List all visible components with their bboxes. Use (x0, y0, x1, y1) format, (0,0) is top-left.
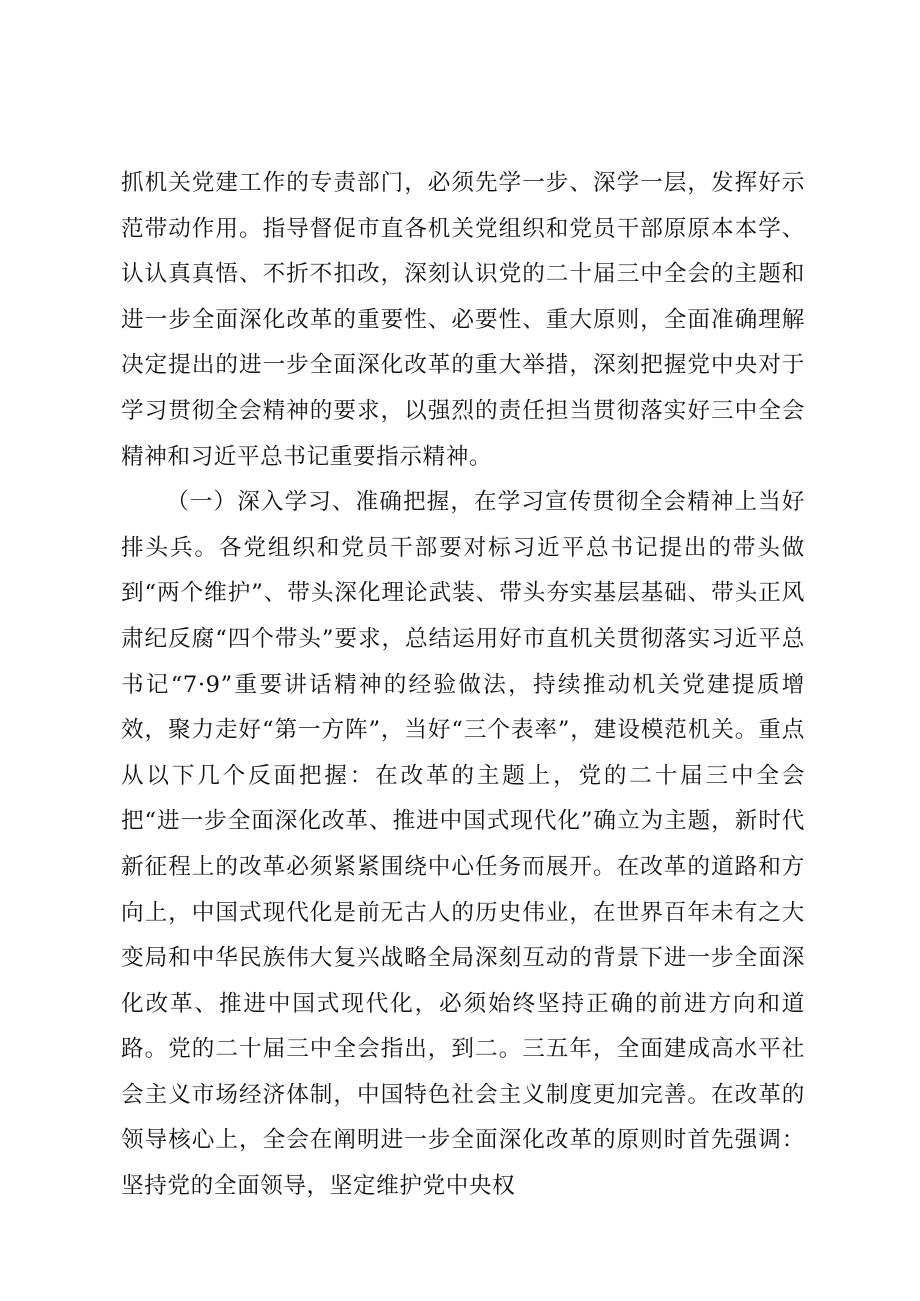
document-body (121, 161, 805, 1210)
paragraph-section-one: （一）深入学习、准确把握，在学习宣传贯彻全会精神上当好排头兵。各党组织和党员干部要对标习近平总书记提出的带头做到“两个维护”、带头深化理论武装、带头夯实基层基础、带头正风肃纪反腐“四个带头”要求，总结运用好市直机关贯彻落实习近平总书记“7·9”重要讲话精神的经验做法，持续推动机关党建提质增效，聚力走好“第一方阵”，当好“三个表率”，建设模范机关。重点从以下几个反面把握：在改革的主题上，党的二十届三中全会把“进一步全面深化改革、推进中国式现代化”确立为主题，新时代新征程上的改革必须紧紧围绕中心任务而展开。在改革的道路和方向上，中国式现代化是前无古人的历史伟业，在世界百年未有之大变局和中华民族伟大复兴战略全局深刻互动的背景下进一步全面深化改革、推进中国式现代化，必须始终坚持正确的前进方向和道路。党的二十届三中全会指出，到二。三五年，全面建成高水平社会主义市场经济体制，中国特色社会主义制度更加完善。在改革的领导核心上，全会在阐明进一步全面深化改革的原则时首先强调：坚持党的全面领导，坚定维护党中央权 (121, 489, 805, 1200)
paragraph-continuation: 抓机关党建工作的专责部门，必须先学一步、深学一层，发挥好示范带动作用。指导督促市直各机关党组织和党员干部原原本本学、认认真真悟、不折不扣改，深刻认识党的二十届三中全会的主题和进一步全面深化改革的重要性、必要性、重大原则，全面准确理解决定提出的进一步全面深化改革的重大举措，深刻把握党中央对于学习贯彻全会精神的要求，以强烈的责任担当贯彻落实好三中全会精神和习近平总书记重要指示精神。 (121, 170, 805, 470)
